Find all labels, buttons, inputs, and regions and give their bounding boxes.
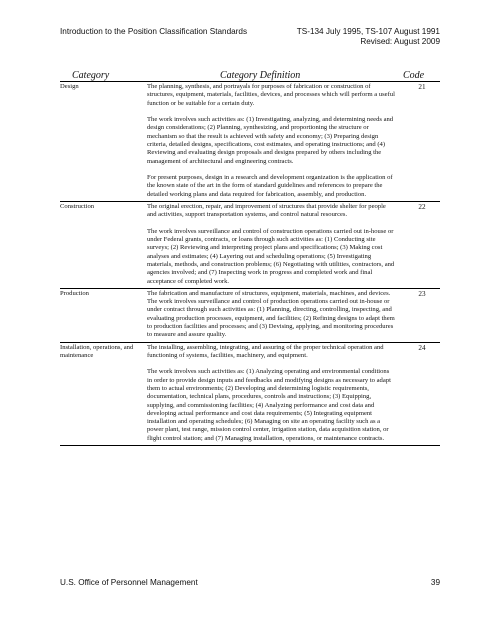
table-row-design	[60, 82, 440, 202]
code-cell: 21	[418, 83, 426, 91]
table-row-construction	[60, 202, 440, 289]
page-footer	[60, 578, 440, 588]
footer-organization: U.S. Office of Personnel Management	[60, 578, 198, 587]
column-header-code: Code	[403, 70, 425, 81]
definition-cell	[147, 202, 395, 288]
page-number: 39	[430, 578, 440, 587]
table-row-production	[60, 289, 440, 343]
category-cell: Design	[60, 83, 79, 90]
definition-paragraph: The work involves such activities as: (1) Analyzing operating and environmental conditions in order to provide design inputs and feedbacks and modifying designs as necessary to adapt them to actual environments; (2) Developing and determining logistic requirements, documentation, technical plans, procedures, controls and instructions; (3) Equipping, supplying, and commissioning facilities; (4) Analyzing performance and cost data and developing actual performance and cost data requirements; (5) Integrating equipment installation and operating schedules; (6) Managing on site an operating facility such as a power plant, test range, mission control center, irrigation station, data acquisition station, or flight control station; and (7) Managing installation, operations, or maintenance contracts.	[147, 368, 391, 442]
category-cell: Construction	[60, 202, 95, 210]
definition-cell	[147, 82, 395, 201]
definition-paragraph: For present purposes, design in a research and development organization is the application of the known state of the art in the form of standard guidelines and references to prepare the detailed working plans and data required for fabrication, assembly, and production.	[147, 174, 393, 198]
table-header-row	[60, 70, 440, 82]
definition-paragraph: The original erection, repair, and improvement of structures that provide shelter for people and activities, support transportation systems, and control natural resources.	[147, 202, 386, 219]
header-revision-info	[297, 27, 440, 47]
definition-paragraph: The fabrication and manufacture of structures, equipment, materials, machines, and devices. The work involves surveillance and control of production operations carried out in-house or under contract through such activities as: (1) Planning, directing, controlling, inspecting, and evaluating production processes, equipment, and facilities; (2) Refining designs to adapt them to production facilities and processes; and (3) Devising, applying, and monitoring procedures to measure and assure quality.	[147, 289, 395, 339]
definition-paragraph: The planning, synthesis, and portrayals for purposes of fabrication or construction of structures, equipment, materials, facilities, devices, and processes which will perform a useful function or be suitable for a certain duty.	[147, 83, 395, 107]
definition-paragraph: The work involves surveillance and control of construction operations carried out in-house or under Federal grants, contracts, or loans through such activities as: (1) Conducting site surveys; (2) Reviewing and interpreting project plans and specifications; (3) Making cost analyses and estimates; (4) Layering out and scheduling operations; (5) Investigating materials, methods, and construction problems; (6) Negotiating with utilities, contractors, and agencies involved; and (7) Inspecting work in progress and completed work and final acceptance of completed work.	[147, 227, 395, 285]
header-revision-line-2: Revised: August 2009	[360, 37, 440, 46]
code-cell: 24	[418, 343, 426, 352]
category-cell: Production	[60, 289, 89, 297]
code-cell: 23	[418, 289, 426, 298]
category-cell: Installation, operations, and maintenance	[60, 343, 134, 359]
definition-cell	[147, 343, 395, 445]
column-header-definition: Category Definition	[220, 70, 301, 81]
category-table	[60, 70, 440, 446]
table-row-installation	[60, 343, 440, 446]
definition-paragraph: The installing, assembling, integrating, and assuring of the proper technical operation and functioning of systems, facilities, machinery, and equipment.	[147, 343, 384, 359]
definition-paragraph: The work involves such activities as: (1) Investigating, analyzing, and determining needs and design considerations; (2) Planning, synthesizing, and proportioning the structure or mechanism so that the result is achieved with safety and economy; (3) Preparing design criteria, detailed designs, specifications, cost estimates, and operating instructions; and (4) Reviewing and evaluating design proposals and designs prepared by others including the management of architectural and engineering contracts.	[147, 116, 394, 165]
code-cell: 22	[418, 202, 426, 211]
definition-cell	[147, 289, 395, 342]
header-document-title: Introduction to the Position Classification Standards	[60, 27, 248, 36]
header-revision-line-1: TS-134 July 1995, TS-107 August 1991	[296, 27, 440, 36]
column-header-category: Category	[72, 70, 110, 81]
